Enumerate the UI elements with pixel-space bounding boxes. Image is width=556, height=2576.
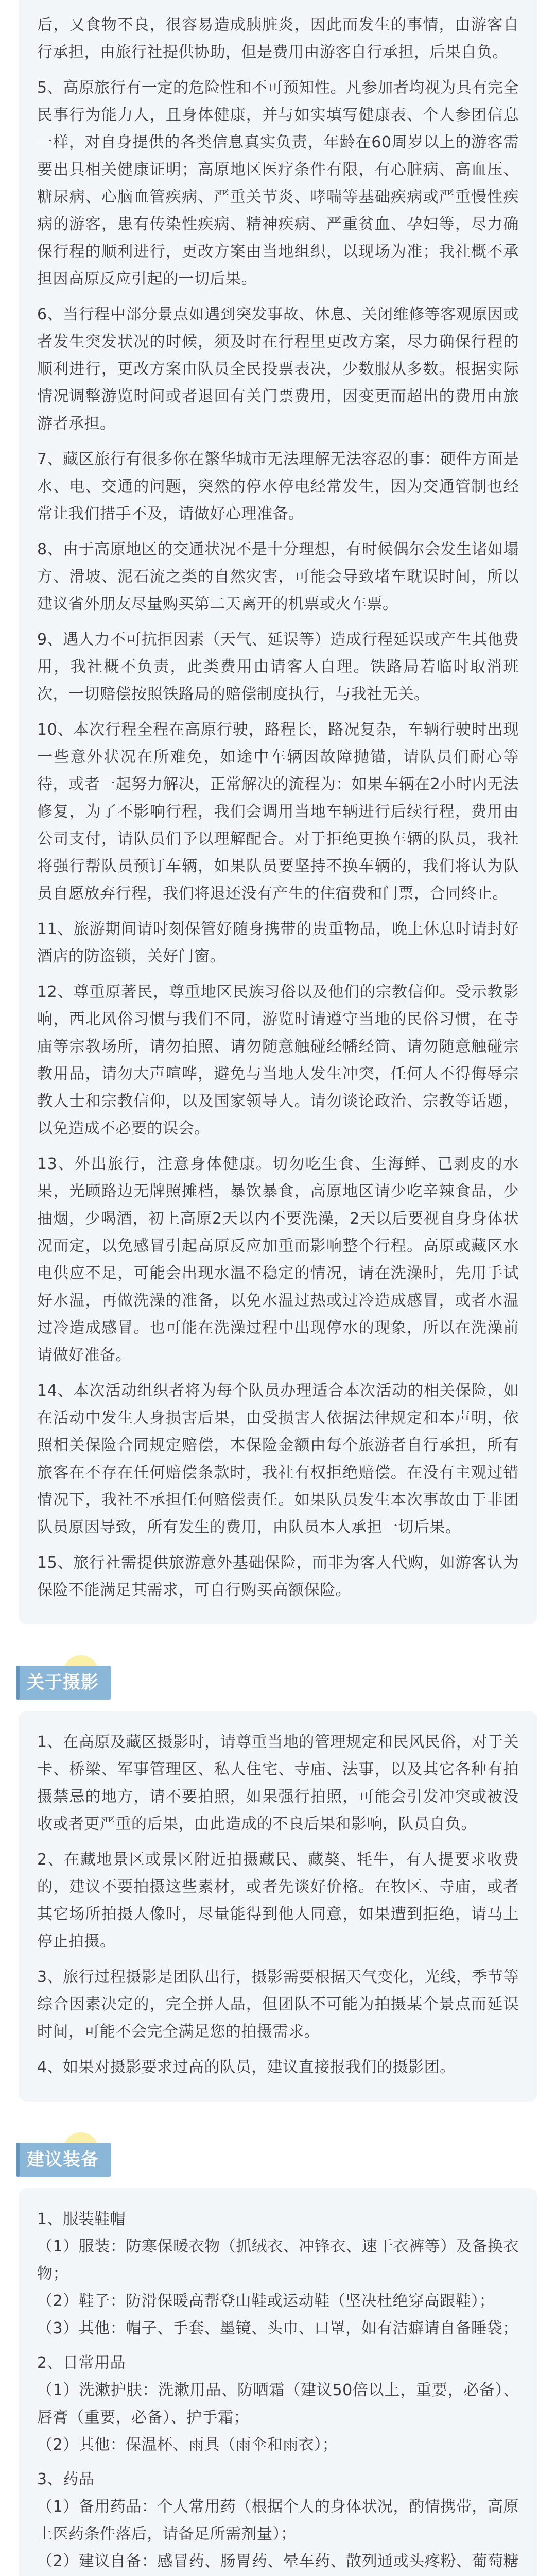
notes-paragraph: 9、遇人力不可抗拒因素（天气、延误等）造成行程延误或产生其他费用，我社概不负责，此类费用由请客人自理。铁路局若临时取消班次，一切赔偿按照铁路局的赔偿制度执行，与我社无关。: [37, 631, 519, 703]
gear-item-line: （2）建议自备：感冒药、肠胃药、晕车药、散列通或头疼粉、葡萄糖: [37, 2552, 519, 2570]
gear-category-line: 3、药品: [37, 2470, 95, 2488]
photo-paragraph: 3、旅行过程摄影是团队出行，摄影需要根据天气变化，光线，季节等综合因素决定的，完全拼人品，但团队不可能为拍摄某个景点而延误时间，可能不会完全满足您的拍摄需求。: [37, 1968, 519, 2041]
photo-section: [19, 1711, 537, 2102]
notes-paragraph: 6、当行程中部分景点如遇到突发事故、休息、关闭维修等客观原因或者发生突发状况的时候，须及时在行程里更改方案，尽力确保行程的顺利进行，更改方案由队员全民投票表决，少数服从多数。根据实际情况调整游览时间或者退回有关门票费用，因变更而超出的费用由旅游者承担。: [37, 306, 519, 433]
notes-paragraph: 11、旅游期间请时刻保管好随身携带的贵重物品，晚上休息时请封好酒店的防盗锁，关好门窗。: [37, 920, 519, 965]
notes-paragraph: 8、由于高原地区的交通状况不是十分理想，有时候偶尔会发生诸如塌方、滑坡、泥石流之类的自然灾害，可能会导致堵车耽误时间，所以建议省外朋友尽量购买第二天离开的机票或火车票。: [37, 540, 519, 613]
notes-paragraph: 12、尊重原著民，尊重地区民族习俗以及他们的宗教信仰。受示教影响，西北风俗习惯与我们不同，游览时请遵守当地的民俗习惯，在寺庙等宗教场所，请勿拍照、请勿随意触碰经幡经筒、请勿随意触碰宗教用品，请勿大声喧哗，避免与当地人发生冲突，任何人不得侮辱宗教人士和宗教信仰，以及国家领导人。请勿谈论政治、宗教等话题，以免造成不必要的误会。: [37, 983, 519, 1138]
gear-category-line: 2、日常用品: [37, 2354, 126, 2372]
notes-paragraph: 10、本次行程全程在高原行驶，路程长，路况复杂，车辆行驶时出现一些意外状况在所难免，如途中车辆因故障抛锚，请队员们耐心等待，或者一起努力解决，正常解决的流程为：如果车辆在2小时内无法修复，为了不影响行程，我们会调用当地车辆进行后续行程，费用由公司支付，请队员们予以理解配合。对于拒绝更换车辆的队员，我社将强行帮队员预订车辆，如果队员要坚持不换车辆的，我们将认为队员自愿放弃行程，我们将退还没有产生的住宿费和门票，合同终止。: [37, 721, 519, 903]
photo-paragraph: 4、如果对摄影要求过高的队员，建议直接报我们的摄影团。: [37, 2058, 456, 2076]
photo-paragraph: 1、在高原及藏区摄影时，请尊重当地的管理规定和民风民俗，对于关卡、桥梁、军事管理区、私人住宅、寺庙、法事，以及其它各种有拍摄禁忌的地方，请不要拍照，如果强行拍照，可能会引发冲突或被没收或者更严重的后果，由此造成的不良后果和影响，队员自负。: [37, 1733, 519, 1833]
photo-heading-block: [19, 1658, 537, 1700]
photo-heading: 关于摄影: [19, 1666, 111, 1700]
gear-heading: 建议装备: [19, 2143, 111, 2177]
gear-category-line: 1、服装鞋帽: [37, 2210, 126, 2228]
notes-paragraph: 5、高原旅行有一定的危险性和不可预知性。凡参加者均视为具有完全民事行为能力人，且身体健康，并与如实填写健康表、个人参团信息一样，对自身提供的各类信息真实负责，年龄在60周岁以上的游客需要出具相关健康证明；高原地区医疗条件有限，有心脏病、高血压、糖尿病、心脑血管疾病、严重关节炎、哮喘等基础疾病或严重慢性疾病的游客，患有传染性疾病、精神疾病、严重贫血、孕妇等，尽力确保行程的顺利进行，更改方案由当地组织，以现场为准；我社概不承担因高原反应引起的一切后果。: [37, 79, 519, 288]
notes-paragraph: 7、藏区旅行有很多你在繁华城市无法理解无法容忍的事：硬件方面是水、电、交通的问题，突然的停水停电经常发生，因为交通管制也经常让我们措手不及，请做好心理准备。: [37, 450, 519, 523]
photo-paragraph: 2、在藏地景区或景区附近拍摄藏民、藏獒、牦牛，有人提要求收费的，建议不要拍摄这些素材，或者先谈好价格。在牧区、寺庙，或者其它场所拍摄人像时，尽量能得到他人同意，如果遭到拒绝，请马上停止拍摄。: [37, 1851, 519, 1951]
notes-paragraph: 后，又食物不良，很容易造成胰脏炎，因此而发生的事情，由游客自行承担，由旅行社提供协助，但是费用由游客自行承担，后果自负。: [37, 16, 519, 61]
gear-item-line: （2）鞋子：防滑保暖高帮登山鞋或运动鞋（坚决杜绝穿高跟鞋）；: [37, 2292, 495, 2310]
gear-section: [19, 2188, 537, 2576]
notes-paragraph: 15、旅行社需提供旅游意外基础保险，而非为客人代购，如游客认为保险不能满足其需求，可自行购买高额保险。: [37, 1554, 519, 1599]
gear-item-line: （3）其他：帽子、手套、墨镜、头巾、口罩，如有洁癖请自备睡袋；: [37, 2319, 518, 2337]
gear-heading-block: [19, 2136, 537, 2177]
notes-paragraph: 13、外出旅行，注意身体健康。切勿吃生食、生海鲜、已剥皮的水果，光顾路边无牌照摊档，暴饮暴食，高原地区请少吃辛辣食品，少抽烟，少喝酒，初上高原2天以内不要洗澡，2天以后要视自身身体状况而定，以免感冒引起高原反应加重而影响整个行程。高原或藏区水电供应不足，可能会出现水温不稳定的情况，请在洗澡时，先用手试好水温，再做洗澡的准备，以免水温过热或过冷造成感冒，或者水温过冷造成感冒。也可能在洗澡过程中出现停水的现象，所以在洗澡前请做好准备。: [37, 1155, 519, 1364]
notes-section: [19, 0, 537, 1624]
gear-item-line: （2）其他：保温杯、雨具（雨伞和雨衣）；: [37, 2436, 338, 2454]
gear-item-line: （1）服装：防寒保暖衣物（抓绒衣、冲锋衣、速干衣裤等）及备换衣物；: [37, 2238, 519, 2283]
notes-paragraph: 14、本次活动组织者将为每个队员办理适合本次活动的相关保险，如在活动中发生人身损害后果，由受损害人依据法律规定和本声明，依照相关保险合同规定赔偿，本保险金额由每个旅游者自行承担，所有旅客在不存在任何赔偿条款时，我社有权拒绝赔偿。在没有主观过错情况下，我社不承担任何赔偿责任。如果队员发生本次事故由于非团队员原因导致，所有发生的费用，由队员本人承担一切后果。: [37, 1382, 519, 1536]
gear-item-line: （1）备用药品：个人常用药（根据个人的身体状况，酌情携带，高原上医药条件落后，请备足所需剂量）；: [37, 2498, 519, 2543]
gear-item-line: （1）洗漱护肤：洗漱用品、防晒霜（建议50倍以上，重要，必备）、唇膏（重要，必备）、护手霜；: [37, 2381, 519, 2427]
